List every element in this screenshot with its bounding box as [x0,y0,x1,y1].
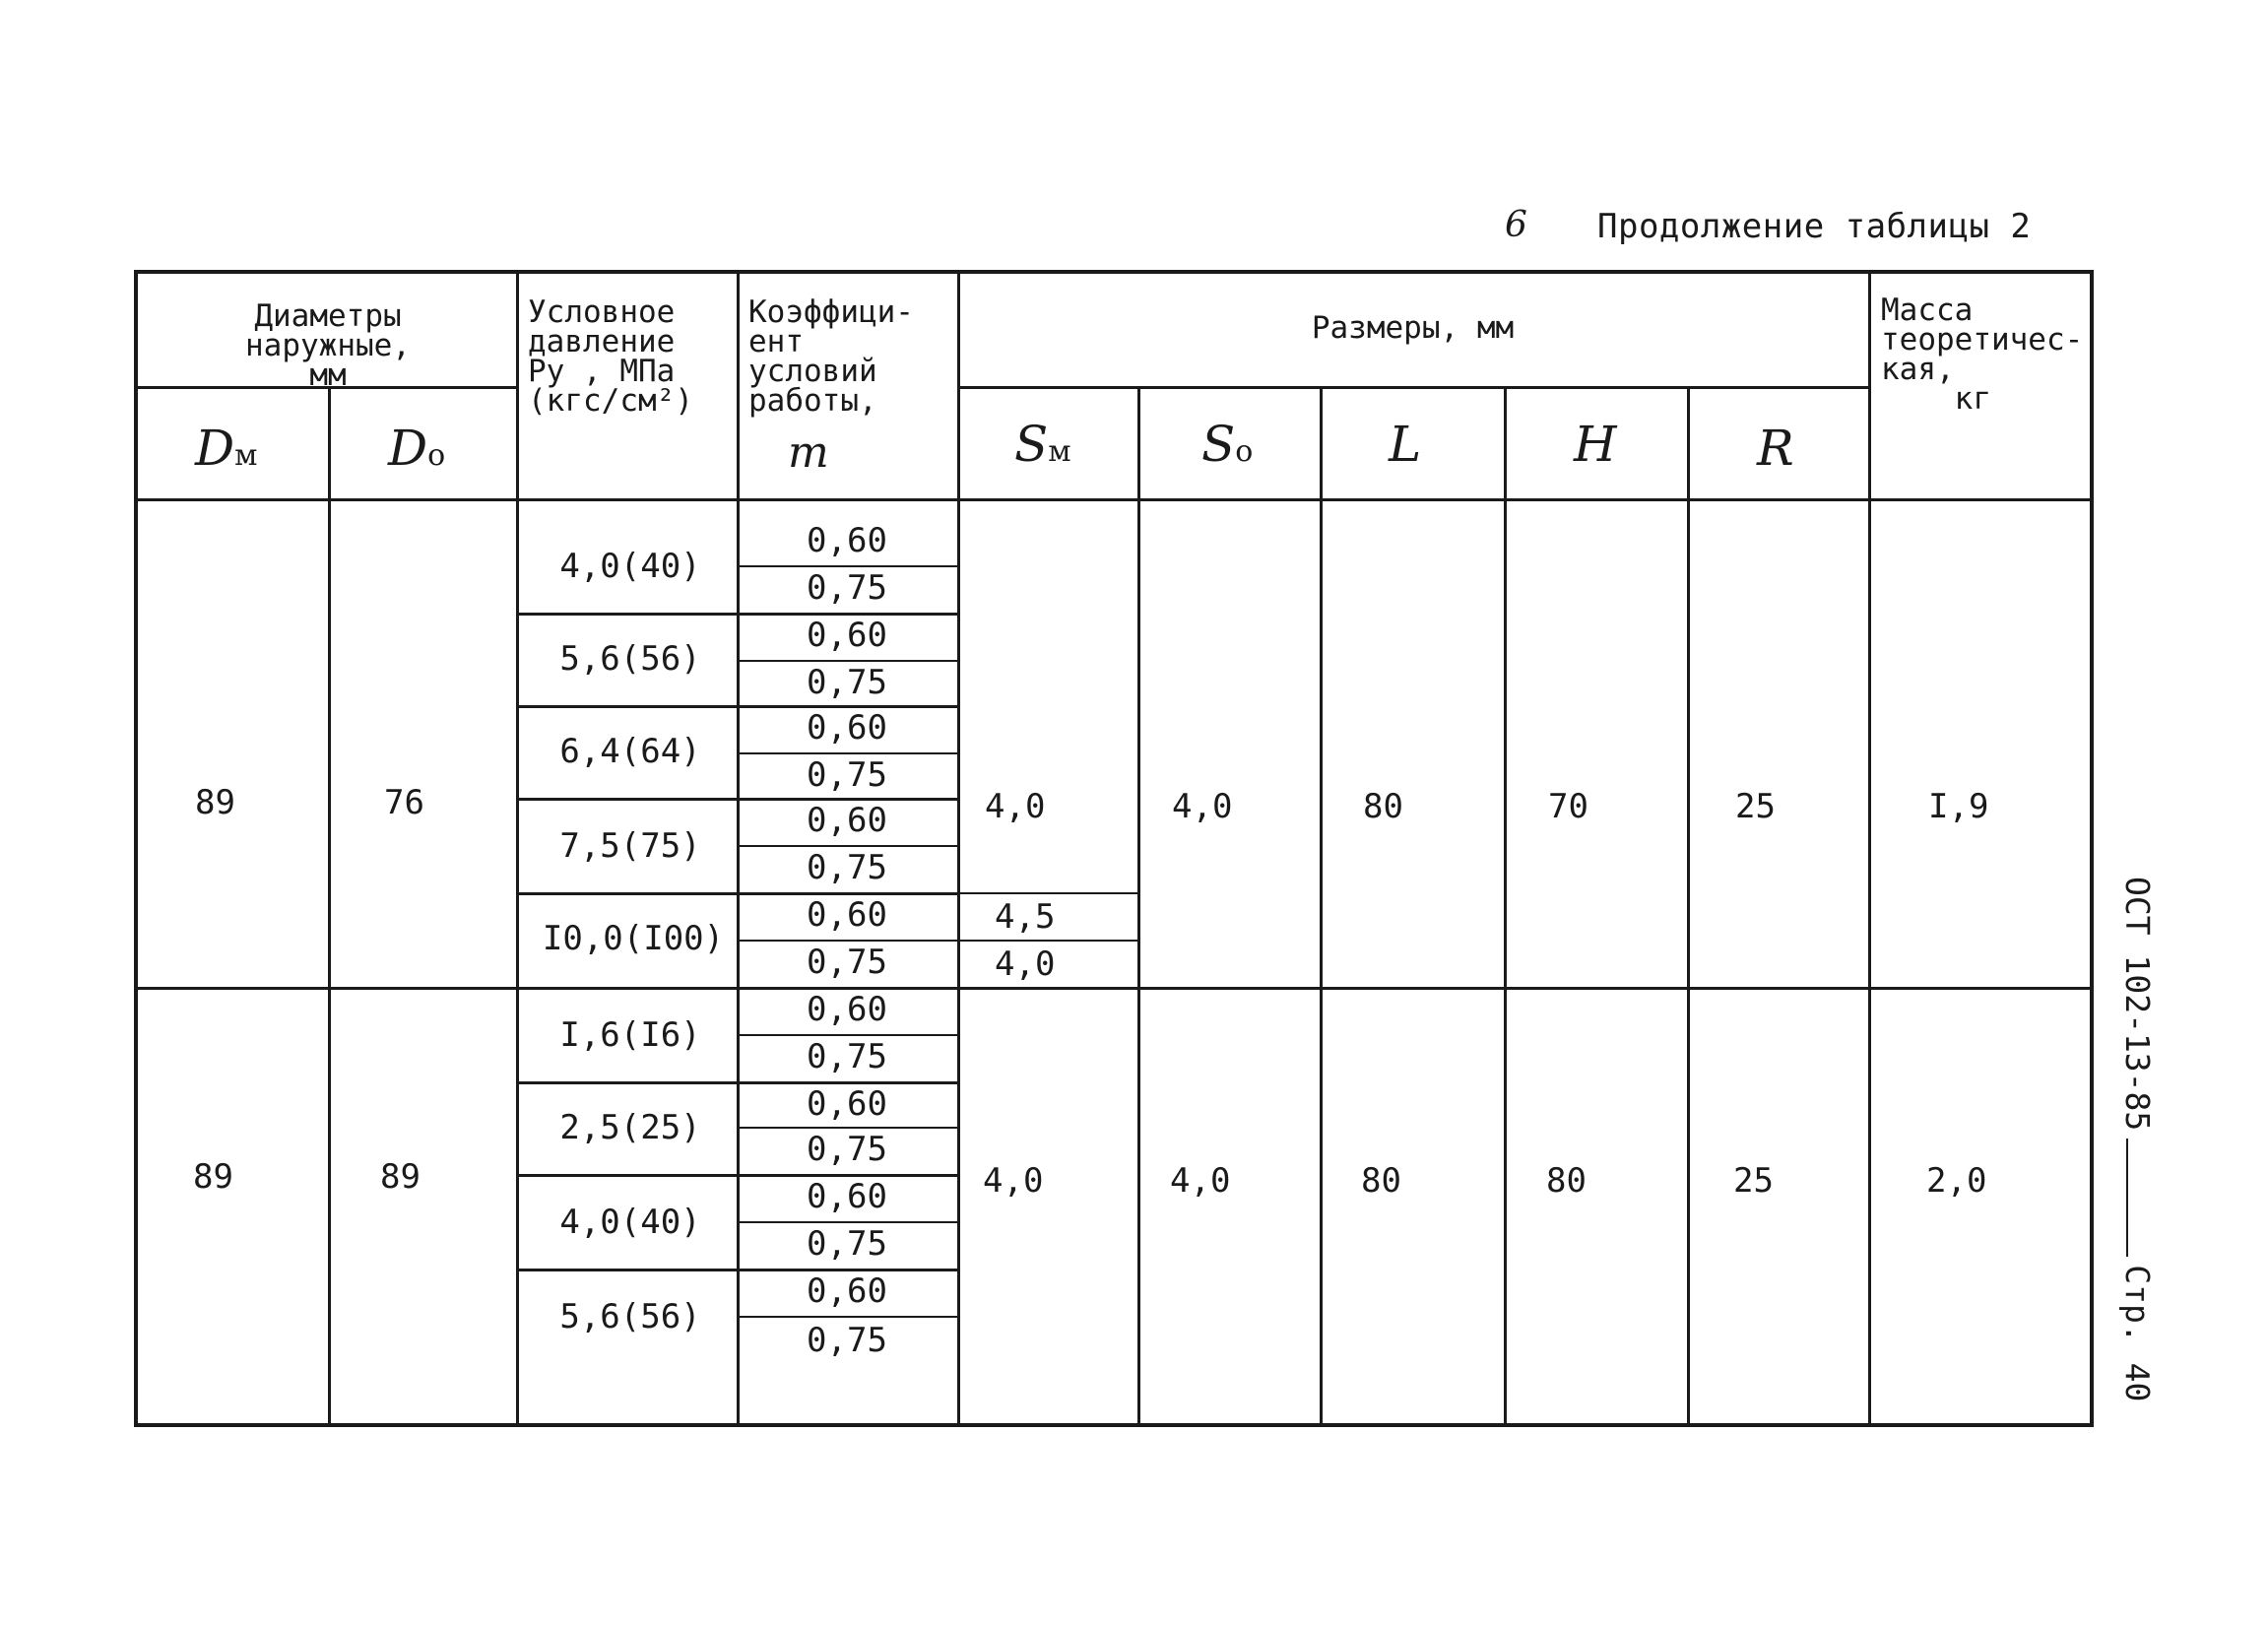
header-line [957,386,1868,389]
group2-l: 80 [1361,1161,1401,1201]
group1-do: 76 [384,783,424,822]
specification-table [134,270,2094,1427]
coefficient-cell: 0,75 [807,568,887,608]
coefficient-cell: 0,75 [807,1130,887,1169]
col-line [1504,386,1507,1427]
pressure-cell: 5,6(56) [559,1297,701,1336]
col-line [516,274,519,1427]
header-l: L [1389,416,1422,473]
coefficient-cell: 0,60 [807,990,887,1029]
coefficient-cell: 0,60 [807,895,887,935]
header-do: Dо [388,420,446,477]
coefficient-cell: 0,75 [807,755,887,795]
side-annotation [2118,877,2157,1401]
col-line [1868,274,1871,1427]
group1-so: 4,0 [1172,787,1233,826]
sub-row-line [737,752,957,754]
page-reference: Стр. 40 [2118,1265,2157,1402]
pressure-cell: 6,4(64) [559,732,701,771]
coefficient-cell: 0,60 [807,801,887,840]
sub-row-line [737,1127,957,1129]
group1-r: 25 [1735,787,1776,826]
pressure-cell: 2,5(25) [559,1108,701,1147]
sub-row-line [737,845,957,847]
pressure-cell: 7,5(75) [559,826,701,866]
row-line [516,1269,957,1271]
group1-sm-extra: 4,5 [995,897,1056,937]
row-line [516,1174,957,1177]
coefficient-cell: 0,60 [807,1177,887,1216]
coefficient-cell: 0,60 [807,1271,887,1311]
coefficient-cell: 0,60 [807,1084,887,1124]
table-caption: Продолжение таблицы 2 [1597,207,2032,246]
group1-mass: I,9 [1928,787,1989,826]
sm-split-line [957,892,1137,894]
header-coefficient-symbol: m [788,427,829,478]
group2-do: 89 [380,1157,421,1197]
header-h: H [1574,416,1617,473]
header-pressure: Условное давление Py , МПа (кгс/см²) [528,294,693,419]
group1-h: 70 [1548,787,1588,826]
group1-dm: 89 [195,783,235,822]
header-sm: Sм [1014,416,1071,473]
standard-code: ОСТ 102-13-85 [2118,877,2157,1132]
group-separator [138,987,2094,990]
header-dm: Dм [195,420,258,477]
header-mass: Масса теоретичес- кая, кг [1881,293,2084,417]
sub-row-line [737,1221,957,1223]
sub-row-line [737,1034,957,1036]
header-sizes: Размеры, мм [1311,310,1515,346]
col-line [957,274,960,1427]
coefficient-cell: 0,60 [807,616,887,655]
pressure-cell: I0,0(I00) [542,919,725,958]
sub-row-line [737,660,957,662]
coefficient-cell: 0,60 [807,521,887,560]
coefficient-cell: 0,75 [807,1224,887,1264]
coefficient-cell: 0,75 [807,848,887,887]
pressure-cell: 5,6(56) [559,639,701,679]
header-bottom-line [138,498,2094,501]
coefficient-cell: 0,75 [807,1321,887,1360]
group1-l: 80 [1363,787,1403,826]
pressure-cell: 4,0(40) [559,547,701,586]
pressure-cell: I,6(I6) [559,1015,701,1055]
sm-split-line [957,940,1137,942]
header-coefficient: Коэффици- ент условий работы, [748,294,914,419]
sub-row-line [737,940,957,942]
group1-sm-extra: 4,0 [995,944,1056,984]
col-line [1320,386,1323,1427]
group2-so: 4,0 [1170,1161,1231,1201]
coefficient-cell: 0,75 [807,943,887,982]
col-line [1687,386,1690,1427]
group1-sm: 4,0 [985,787,1046,826]
header-r: R [1757,420,1794,477]
row-line [516,892,957,895]
page-number: 6 [1505,205,1527,245]
col-line [1137,386,1140,1427]
group2-dm: 89 [193,1157,233,1197]
row-line [516,613,957,616]
sub-row-line [737,1316,957,1318]
coefficient-cell: 0,75 [807,1037,887,1076]
header-diameters: Диаметры наружные, мм [245,298,411,393]
group2-h: 80 [1546,1161,1587,1201]
row-line [516,705,957,708]
group2-sm: 4,0 [983,1161,1044,1201]
header-so: So [1201,416,1254,473]
sub-row-line [737,565,957,567]
row-line [516,798,957,801]
pressure-cell: 4,0(40) [559,1203,701,1242]
coefficient-cell: 0,60 [807,708,887,748]
coefficient-cell: 0,75 [807,663,887,702]
group2-r: 25 [1733,1161,1774,1201]
row-line [516,1081,957,1084]
group2-mass: 2,0 [1926,1161,1987,1201]
col-line [328,386,331,1427]
